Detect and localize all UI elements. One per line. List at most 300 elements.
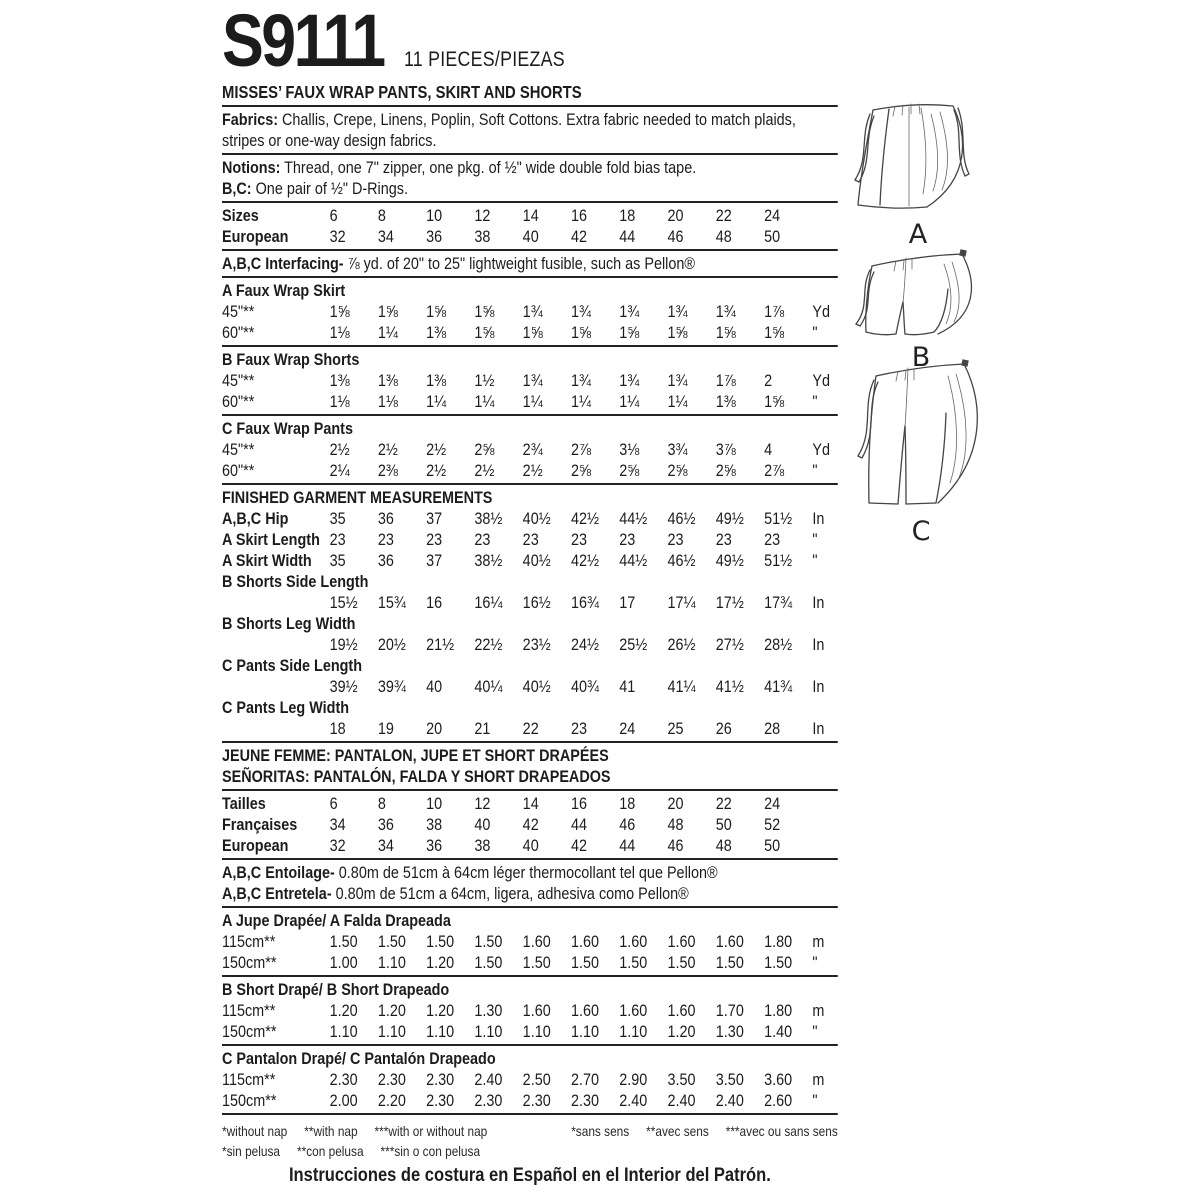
cell-value: 22 xyxy=(522,719,539,738)
row-label xyxy=(222,634,330,655)
cell-value: 2½ xyxy=(522,461,543,480)
cell-value: 1⅝ xyxy=(474,302,495,321)
intl-size-table xyxy=(222,793,838,856)
table-row xyxy=(222,1069,838,1090)
cell-value: 2.60 xyxy=(764,1091,793,1110)
row-label: 115cm** xyxy=(222,1001,276,1020)
cell-value: 50 xyxy=(715,815,732,834)
cell-value: 1⅜ xyxy=(377,371,398,390)
row-label xyxy=(222,592,330,613)
cell-value: 3¾ xyxy=(667,440,688,459)
row-label: B Shorts Leg Width xyxy=(222,614,356,633)
cell-value: 50 xyxy=(764,836,781,855)
cell-unit: m xyxy=(812,932,825,951)
cell-value: 16½ xyxy=(522,593,551,612)
cell-value: 1⅜ xyxy=(426,323,447,342)
metric-b-title: B Short Drapé/ B Short Drapeado xyxy=(222,980,450,999)
title-french: JEUNE FEMME: PANTALON, JUPE ET SHORT DRAPÉES xyxy=(222,746,609,765)
row-label: C Pants Leg Width xyxy=(222,698,350,717)
cell-value: 1.20 xyxy=(377,1001,406,1020)
cell-value: 19½ xyxy=(329,635,358,654)
cell-value: 2.40 xyxy=(474,1070,503,1089)
cell-unit: " xyxy=(812,461,818,480)
cell-value: 17¾ xyxy=(764,593,793,612)
cell-value: 28 xyxy=(764,719,781,738)
cell-value: 32 xyxy=(329,227,346,246)
table-row xyxy=(222,550,838,571)
cell-value: 38½ xyxy=(474,551,503,570)
fabrics-text: Challis, Crepe, Linens, Poplin, Soft Cottons. Extra fabric needed to match plaids, stripes or one-way design fabrics. xyxy=(222,110,796,150)
cell-value: 17½ xyxy=(715,593,744,612)
cell-unit: Yd xyxy=(812,371,830,390)
cell-value: 12 xyxy=(474,794,491,813)
cell-unit: Yd xyxy=(812,440,830,459)
cell-value: 2¾ xyxy=(522,440,543,459)
cell-value: 46 xyxy=(667,227,684,246)
row-label: Françaises xyxy=(222,815,298,834)
table-row xyxy=(222,793,838,814)
cell-value: 1.60 xyxy=(522,1001,551,1020)
cell-value: 28½ xyxy=(764,635,793,654)
footnote: *sin pelusa xyxy=(222,1143,281,1159)
row-label: 45"** xyxy=(222,440,255,459)
footnote: **con pelusa xyxy=(296,1143,364,1159)
row-label: Tailles xyxy=(222,794,266,813)
cell-value: 1.10 xyxy=(329,1022,358,1041)
row-label: 60"** xyxy=(222,461,255,480)
cell-value: 4 xyxy=(764,440,773,459)
cell-value: 49½ xyxy=(715,509,744,528)
cell-value: 2.00 xyxy=(329,1091,358,1110)
cell-value: 22 xyxy=(715,206,732,225)
cell-value: 14 xyxy=(522,206,539,225)
cell-value: 3.60 xyxy=(764,1070,793,1089)
cell-unit: Yd xyxy=(812,302,830,321)
cell-value: 1¾ xyxy=(570,302,591,321)
cell-value: 3⅞ xyxy=(715,440,736,459)
table-row xyxy=(222,322,838,343)
cell-value: 1⅛ xyxy=(377,392,398,411)
notions-label: Notions: xyxy=(222,158,281,177)
cell-value: 1¾ xyxy=(522,371,543,390)
cell-value: 1.50 xyxy=(474,953,503,972)
cell-value: 1.30 xyxy=(474,1001,503,1020)
cell-value: 10 xyxy=(426,206,443,225)
cell-value: 3.50 xyxy=(667,1070,696,1089)
cell-value: 22 xyxy=(715,794,732,813)
cell-value: 23 xyxy=(426,530,443,549)
cell-value: 24 xyxy=(619,719,636,738)
cell-value: 23 xyxy=(715,530,732,549)
table-row xyxy=(222,1090,838,1111)
cell-value: 40 xyxy=(522,836,539,855)
row-label: 150cm** xyxy=(222,1022,277,1041)
cell-value: 1.30 xyxy=(715,1022,744,1041)
cell-unit: m xyxy=(812,1001,825,1020)
row-label xyxy=(222,718,330,739)
divider xyxy=(222,414,838,416)
row-label: B Shorts Side Length xyxy=(222,572,369,591)
cell-value: 1⅜ xyxy=(715,392,736,411)
cell-value: 2⅝ xyxy=(715,461,736,480)
cell-value: 2.30 xyxy=(570,1091,599,1110)
table-row xyxy=(222,529,838,550)
cell-value: 1⅝ xyxy=(764,392,785,411)
footnote: ***with or without nap xyxy=(374,1123,488,1139)
cell-value: 2⅝ xyxy=(570,461,591,480)
cell-value: 36 xyxy=(426,836,443,855)
cell-value: 24 xyxy=(764,794,781,813)
fabrics-label: Fabrics: xyxy=(222,110,279,129)
row-label: 115cm** xyxy=(222,932,276,951)
cell-value: 36 xyxy=(377,551,394,570)
cell-value: 6 xyxy=(329,206,338,225)
cell-unit xyxy=(812,226,837,247)
table-row xyxy=(222,508,838,529)
cell-value: 18 xyxy=(329,719,346,738)
table-row xyxy=(222,1021,838,1042)
cell-value: 1¼ xyxy=(667,392,688,411)
cell-value: 41¾ xyxy=(764,677,793,696)
cell-value: 23 xyxy=(764,530,781,549)
view-a-label: A xyxy=(908,219,928,250)
cell-value: 2.70 xyxy=(570,1070,599,1089)
cell-value: 1¼ xyxy=(474,392,495,411)
cell-value: 35 xyxy=(329,509,346,528)
size-table xyxy=(222,205,838,247)
cell-unit: " xyxy=(812,1091,818,1110)
cell-value: 38 xyxy=(474,227,491,246)
table-row xyxy=(222,952,838,973)
cell-value: 1⅜ xyxy=(329,371,350,390)
table-row xyxy=(222,718,838,739)
cell-value: 41½ xyxy=(715,677,744,696)
cell-value: 1.80 xyxy=(764,1001,793,1020)
notions-line xyxy=(222,157,838,178)
entoilage-line xyxy=(222,862,838,883)
cell-value: 1.50 xyxy=(474,932,503,951)
cell-value: 1¾ xyxy=(619,371,640,390)
cell-value: 36 xyxy=(377,509,394,528)
footnotes xyxy=(222,1122,838,1161)
cell-value: 35 xyxy=(329,551,346,570)
cell-value: 1.60 xyxy=(619,1001,648,1020)
metric-b-table xyxy=(222,1000,838,1042)
cell-unit xyxy=(812,835,837,856)
bc-text: One pair of ½" D-Rings. xyxy=(251,179,408,198)
cell-value: 20 xyxy=(426,719,443,738)
table-row xyxy=(222,592,838,613)
cell-value: 8 xyxy=(377,206,386,225)
cell-value: 51½ xyxy=(764,551,793,570)
cell-value: 26 xyxy=(715,719,732,738)
cell-value: 2.30 xyxy=(522,1091,551,1110)
cell-value: 34 xyxy=(377,836,394,855)
cell-value: 1¾ xyxy=(522,302,543,321)
yardage-a-table xyxy=(222,301,838,343)
cell-value: 2¼ xyxy=(329,461,350,480)
faux-wrap-shorts-illustration xyxy=(846,244,996,344)
entretela-text: 0.80m de 51cm a 64cm, ligera, adhesiva como Pellon® xyxy=(331,884,689,903)
cell-unit xyxy=(812,814,837,835)
cell-value: 46 xyxy=(667,836,684,855)
cell-value: 2½ xyxy=(329,440,350,459)
footnote-row-2 xyxy=(222,1142,838,1161)
cell-value: 1.10 xyxy=(522,1022,551,1041)
row-label: A,B,C Hip xyxy=(222,509,289,528)
cell-value: 1¾ xyxy=(619,302,640,321)
row-label: C Pants Side Length xyxy=(222,656,363,675)
finished-measurements-title: FINISHED GARMENT MEASUREMENTS xyxy=(222,488,493,507)
cell-value: 44 xyxy=(619,836,636,855)
cell-value: 42½ xyxy=(570,509,599,528)
cell-value: 1.60 xyxy=(570,932,599,951)
metric-c-table xyxy=(222,1069,838,1111)
view-b-label: B xyxy=(911,342,931,373)
cell-value: 23 xyxy=(570,530,587,549)
cell-value: 17¼ xyxy=(667,593,696,612)
cell-value: 36 xyxy=(426,227,443,246)
view-a xyxy=(843,86,993,249)
table-row xyxy=(222,814,838,835)
cell-value: 16¾ xyxy=(570,593,599,612)
cell-value: 1.60 xyxy=(715,932,744,951)
cell-value: 1.50 xyxy=(667,953,696,972)
cell-value: 1⅝ xyxy=(619,323,640,342)
cell-value: 6 xyxy=(329,794,338,813)
cell-unit: " xyxy=(812,392,818,411)
table-row xyxy=(222,460,838,481)
cell-value: 23 xyxy=(570,719,587,738)
cell-value: 1¼ xyxy=(377,323,398,342)
cell-value: 1.50 xyxy=(329,932,358,951)
cell-value: 8 xyxy=(377,794,386,813)
cell-value: 42 xyxy=(570,836,587,855)
pattern-number: S9111 xyxy=(222,0,384,82)
divider xyxy=(222,1113,838,1115)
footnotes-english xyxy=(222,1122,487,1141)
cell-value: 51½ xyxy=(764,509,793,528)
notions-text: Thread, one 7" zipper, one pkg. of ½" wide double fold bias tape. xyxy=(280,158,697,177)
footnote: **avec sens xyxy=(646,1123,709,1139)
footnotes-spanish xyxy=(222,1142,838,1161)
cell-value: 52 xyxy=(764,815,781,834)
cell-value: 44½ xyxy=(619,509,648,528)
cell-value: 1¼ xyxy=(570,392,591,411)
cell-value: 1.50 xyxy=(764,953,793,972)
cell-value: 48 xyxy=(715,227,732,246)
cell-value: 40 xyxy=(474,815,491,834)
row-label: European xyxy=(222,227,289,246)
cell-value: 1⅝ xyxy=(667,323,688,342)
cell-value: 42½ xyxy=(570,551,599,570)
cell-value: 34 xyxy=(377,227,394,246)
cell-value: 1.60 xyxy=(570,1001,599,1020)
cell-value: 15½ xyxy=(329,593,358,612)
cell-value: 20 xyxy=(667,206,684,225)
cell-value: 1⅝ xyxy=(377,302,398,321)
cell-value: 2.30 xyxy=(426,1091,455,1110)
cell-value: 26½ xyxy=(667,635,696,654)
yardage-b-title: B Faux Wrap Shorts xyxy=(222,350,360,369)
cell-value: 1¾ xyxy=(667,302,688,321)
pieces-count: 11 PIECES/PIEZAS xyxy=(403,48,565,71)
cell-unit: In xyxy=(812,593,825,612)
cell-value: 46½ xyxy=(667,551,696,570)
cell-value: 23 xyxy=(522,530,539,549)
row-label: 45"** xyxy=(222,371,255,390)
cell-value: 2 xyxy=(764,371,773,390)
table-row xyxy=(222,391,838,412)
cell-value: 2.30 xyxy=(329,1070,358,1089)
footnote: *without nap xyxy=(222,1123,288,1139)
interfacing-label: A,B,C Interfacing- xyxy=(222,254,344,273)
cell-value: 24 xyxy=(764,206,781,225)
cell-value: 48 xyxy=(667,815,684,834)
cell-value: 42 xyxy=(522,815,539,834)
cell-value: 16 xyxy=(570,206,587,225)
cell-unit: " xyxy=(812,953,818,972)
cell-value: 1⅝ xyxy=(570,323,591,342)
cell-value: 16 xyxy=(426,593,443,612)
row-label: A Skirt Width xyxy=(222,551,312,570)
cell-value: 1.50 xyxy=(377,932,406,951)
cell-unit: " xyxy=(812,1022,818,1041)
header xyxy=(222,0,838,82)
interfacing-line xyxy=(222,253,838,274)
faux-wrap-pants-illustration xyxy=(846,358,996,518)
divider xyxy=(222,1044,838,1046)
cell-value: 16 xyxy=(570,794,587,813)
footnote: *sans sens xyxy=(571,1123,630,1139)
cell-value: 42 xyxy=(570,227,587,246)
cell-value: 1⅛ xyxy=(329,323,350,342)
table-row xyxy=(222,1000,838,1021)
cell-value: 3.50 xyxy=(715,1070,744,1089)
cell-value: 23 xyxy=(377,530,394,549)
cell-value: 1⅝ xyxy=(764,323,785,342)
cell-value: 23 xyxy=(474,530,491,549)
row-label xyxy=(222,676,330,697)
footnote: ***sin o con pelusa xyxy=(380,1143,481,1159)
cell-value: 2.30 xyxy=(377,1070,406,1089)
cell-value: 1.60 xyxy=(619,932,648,951)
cell-value: 1⅞ xyxy=(764,302,785,321)
metric-c-title: C Pantalon Drapé/ C Pantalón Drapeado xyxy=(222,1049,496,1068)
cell-value: 1.50 xyxy=(426,932,455,951)
cell-value: 1.10 xyxy=(377,1022,406,1041)
cell-value: 38 xyxy=(474,836,491,855)
cell-unit: In xyxy=(812,719,825,738)
cell-value: 2½ xyxy=(377,440,398,459)
cell-value: 20 xyxy=(667,794,684,813)
cell-value: 20½ xyxy=(377,635,406,654)
cell-unit: In xyxy=(812,677,825,696)
cell-unit: m xyxy=(812,1070,825,1089)
divider xyxy=(222,858,838,860)
interfacing-text: ⅞ yd. of 20" to 25" lightweight fusible, such as Pellon® xyxy=(343,254,696,273)
metric-a-title: A Jupe Drapée/ A Falda Drapeada xyxy=(222,911,451,930)
row-label: 150cm** xyxy=(222,1091,277,1110)
cell-value: 10 xyxy=(426,794,443,813)
cell-value: 16¼ xyxy=(474,593,503,612)
cell-value: 36 xyxy=(377,815,394,834)
footnote-row-1 xyxy=(222,1122,838,1141)
cell-value: 2.40 xyxy=(667,1091,696,1110)
cell-value: 2.50 xyxy=(522,1070,551,1089)
cell-value: 23½ xyxy=(522,635,551,654)
row-label: A Skirt Length xyxy=(222,530,320,549)
cell-value: 22½ xyxy=(474,635,503,654)
cell-value: 2.90 xyxy=(619,1070,648,1089)
cell-value: 1.20 xyxy=(426,1001,455,1020)
table-row xyxy=(222,301,838,322)
cell-value: 40½ xyxy=(522,677,551,696)
bc-notions-line xyxy=(222,178,838,199)
cell-value: 1¼ xyxy=(426,392,447,411)
faux-wrap-skirt-illustration xyxy=(843,86,993,221)
cell-value: 41¼ xyxy=(667,677,696,696)
cell-value: 40¼ xyxy=(474,677,503,696)
cell-value: 1.20 xyxy=(329,1001,358,1020)
bc-label: B,C: xyxy=(222,179,252,198)
cell-value: 46 xyxy=(619,815,636,834)
cell-value: 19 xyxy=(377,719,394,738)
row-label: 150cm** xyxy=(222,953,277,972)
cell-value: 1⅝ xyxy=(426,302,447,321)
view-b xyxy=(846,244,996,372)
cell-value: 15¾ xyxy=(377,593,406,612)
divider xyxy=(222,975,838,977)
cell-value: 3⅛ xyxy=(619,440,640,459)
table-row xyxy=(222,634,838,655)
cell-value: 1.40 xyxy=(764,1022,793,1041)
cell-value: 21½ xyxy=(426,635,455,654)
cell-value: 1.60 xyxy=(522,932,551,951)
cell-value: 1.10 xyxy=(377,953,406,972)
divider xyxy=(222,276,838,278)
divider xyxy=(222,249,838,251)
cell-value: 44½ xyxy=(619,551,648,570)
cell-value: 2.40 xyxy=(619,1091,648,1110)
table-row xyxy=(222,370,838,391)
row-label: European xyxy=(222,836,289,855)
cell-value: 41 xyxy=(619,677,636,696)
cell-value: 1⅝ xyxy=(474,323,495,342)
cell-value: 1¾ xyxy=(667,371,688,390)
cell-value: 2⅞ xyxy=(570,440,591,459)
cell-value: 23 xyxy=(329,530,346,549)
cell-value: 34 xyxy=(329,815,346,834)
table-row xyxy=(222,205,838,226)
cell-value: 1.10 xyxy=(570,1022,599,1041)
title-spanish: SEÑORITAS: PANTALÓN, FALDA Y SHORT DRAPEADOS xyxy=(222,767,611,786)
cell-value: 1.70 xyxy=(715,1001,744,1020)
footnotes-french xyxy=(571,1122,838,1141)
cell-value: 1.20 xyxy=(667,1022,696,1041)
cell-value: 12 xyxy=(474,206,491,225)
page-title: MISSES’ FAUX WRAP PANTS, SKIRT AND SHORTS xyxy=(222,82,582,102)
cell-value: 2½ xyxy=(426,461,447,480)
metric-a-table xyxy=(222,931,838,973)
cell-value: 27½ xyxy=(715,635,744,654)
view-c xyxy=(846,358,996,546)
spanish-instructions-note: Instrucciones de costura en Español en el Interior del Patrón. xyxy=(288,1164,771,1186)
cell-value: 21 xyxy=(474,719,491,738)
cell-unit xyxy=(812,793,837,814)
cell-value: 37 xyxy=(426,551,443,570)
cell-value: 2⅝ xyxy=(667,461,688,480)
